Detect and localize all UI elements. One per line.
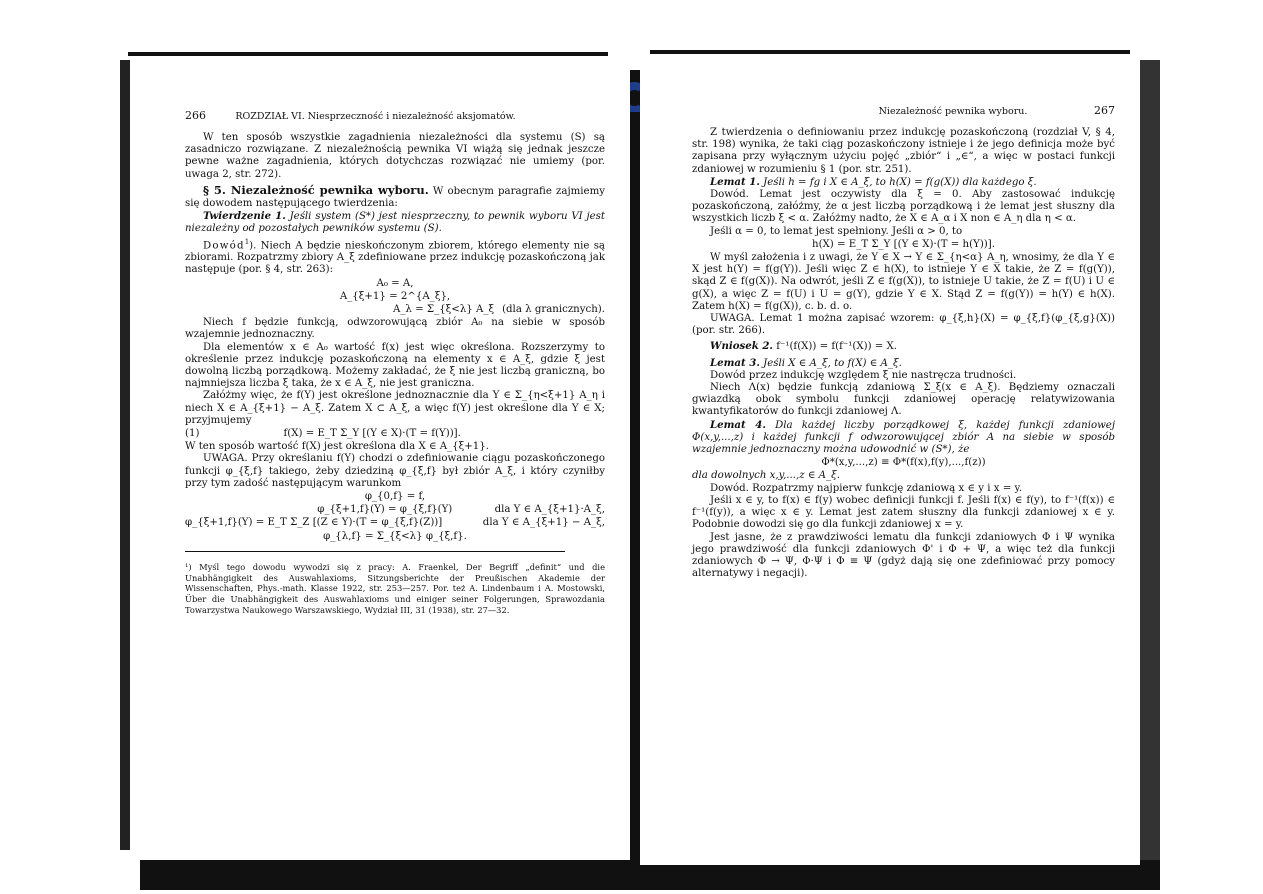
right-paragraph-3: W myśl założenia i z uwagi, że Y ∈ X → Y ∈ Σ_{η<α} A_η, wnosimy, że dla Y ∈ X jest h(Y) = f(g(Y)). Jeśli więc Z ∈ h(X), to istnieje Y ∈ X takie, że Z = f(g(Y)), skąd Z ∈ f(g(X)). Na odwrót, jeśli Z ∈ f(g(X)), to istnieje U takie, że Z = f(U) i U ∈ g(X), a więc Z = f(U) i U = g(Y), gdzie Y ∈ X. Stąd Z = f(g(Y)) = h(Y) ∈ h(X). Zatem h(X) = f(g(X)), c. b. d. o.	[692, 252, 1115, 312]
left-running-title: ROZDZIAŁ VI. Niesprzeczność i niezależność aksjomatów.	[235, 111, 516, 122]
lemma-4-label: Lemat 4.	[710, 418, 766, 431]
theorem-1-body: Jeśli system (S*) jest niesprzeczny, to pewnik wyboru VI jest niezależny od pozostałych pewników systemu (S).	[185, 211, 605, 235]
equation-A0: A₀ = A,	[376, 277, 414, 289]
left-paragraph-1: W ten sposób wszystkie zagadnienia niezależności dla systemu (S) są zasadniczo rozwiązane. Z niezależnością pewnika VI wiążą się jednak jeszcze pewne ważne zagadnienia, których dotychczas rozwiązać nie umiemy (por. uwaga 2, str. 272).	[185, 132, 605, 180]
equation-phi-succ-note: dla Y ∈ A_{ξ+1}·A_ξ,	[494, 504, 605, 516]
lemma-3-body: Jeśli X ∈ A_ξ, to f(X) ∈ A_ξ.	[759, 357, 902, 369]
equation-phi-star-tail: dla dowolnych x,y,...,z ∈ A_ξ.	[692, 470, 840, 482]
left-page	[130, 60, 630, 860]
lemma-1-label: Lemat 1.	[710, 175, 760, 188]
equation-phi-limit: φ_{λ,f} = Σ_{ξ<λ} φ_{ξ,f}.	[323, 530, 467, 542]
equation-phi-succ: φ_{ξ+1,f}(Y) = φ_{ξ,f}(Y)	[317, 504, 453, 516]
right-paragraph-4: UWAGA. Lemat 1 można zapisać wzorem: φ_{ξ,h}(X) = φ_{ξ,f}(φ_{ξ,g}(X)) (por. str. 266).	[692, 313, 1115, 337]
lemma-3-proof: Dowód przez indukcję względem ξ nie nastręcza trudności.	[710, 369, 1017, 381]
equation-phi-succ2-note: dla Y ∈ A_{ξ+1} − A_ξ,	[482, 517, 605, 529]
equation-h: h(X) = E_T Σ_Y [(Y ∈ X)·(T = h(Y))].	[812, 238, 995, 250]
right-page-number: 267	[1094, 104, 1115, 117]
left-paragraph-2: Niech f będzie funkcją, odwzorowującą zbiór A₀ na siebie w sposób wzajemnie jednoznaczny.	[185, 317, 605, 341]
section-intro: W obecnym paragrafie zajmiemy się dowodem następującego twierdzenia:	[185, 185, 605, 210]
left-page-number: 266	[185, 109, 206, 122]
equation-phi-succ2-row	[185, 517, 605, 529]
section-title: § 5. Niezależność pewnika wyboru.	[203, 182, 429, 197]
equation-1-label: (1)	[185, 428, 200, 440]
left-paragraph-5: W ten sposób wartość f(X) jest określona dla X ∈ A_{ξ+1}.	[185, 441, 489, 453]
proof-label: Dowód	[203, 240, 245, 252]
equation-phi-succ2: φ_{ξ+1,f}(Y) = E_T Σ_Z [(Z ∈ Y)·(T = φ_{ξ,f}(Z))]	[185, 517, 443, 529]
left-running-head	[185, 110, 605, 123]
bottom-left-shadow	[140, 860, 630, 890]
proof-body: ). Niech A będzie nieskończonym zbiorem, którego elementy nie są zbiorami. Rozpatrzmy zbiory A_ξ zdefiniowane przez indukcję pozaskończoną jak następuje (por. § 4, str. 263):	[185, 240, 605, 276]
equation-1-row	[185, 428, 605, 440]
right-page-edge	[1140, 60, 1160, 860]
left-paragraph-4: Załóżmy więc, że f(Y) jest określone jednoznacznie dla Y ∈ Σ_{η<ξ+1} A_η i niech X ∈ A_{ξ+1} − A_ξ. Zatem X ⊂ A_ξ, a więc f(Y) jest określone dla Y ∈ X; przyjmujemy	[185, 390, 605, 426]
left-paragraph-3: Dla elementów x ∈ A₀ wartość f(x) jest więc określona. Rozszerzymy to określenie przez indukcję pozaskończoną na elementy x ∈ A_ξ, gdzie ξ jest dowolną liczbą porządkową. Możemy zakładać, że ξ nie jest liczbą graniczną, bo najmniejsza liczba ξ taka, że x ∈ A_ξ, nie jest graniczna.	[185, 341, 605, 390]
equation-1: f(X) = E_T Σ_Y [(Y ∈ X)·(T = f(Y))].	[283, 428, 461, 440]
right-page-text	[692, 105, 1115, 580]
equation-phi-succ-row	[185, 504, 605, 516]
right-page	[640, 55, 1140, 865]
right-running-title: Niezależność pewnika wyboru.	[878, 106, 1028, 117]
right-paragraph-2: Jeśli α = 0, to lemat jest spełniony. Jeśli α > 0, to	[710, 225, 963, 237]
footnote-rule	[185, 551, 565, 554]
left-page-edge	[120, 60, 130, 850]
lemma-4-proof: Dowód. Rozpatrzmy najpierw funkcję zdaniową x ∈ y i x = y.	[710, 482, 1023, 494]
right-paragraph-5: Niech Λ(x) będzie funkcją zdaniową Σ_ξ(x ∈ A_ξ). Będziemy oznaczali gwiazdką obok symbolu funkcji zdaniowej operację relatywizowania kwantyfikatorów do funkcji zdaniowej Λ.	[692, 382, 1115, 418]
corollary-2-body: f⁻¹(f(X)) = f(f⁻¹(X)) = X.	[772, 341, 898, 353]
equation-A-limit-note: (dla λ granicznych).	[502, 304, 605, 316]
lemma-4-body: Dla każdej liczby porządkowej ξ, każdej funkcji zdaniowej Φ(x,y,...,z) i każdej funkcji f odwzorowującej zbiór A na siebie w sposób wzajemnie jednoznaczny można udowodnić w (S*), że	[692, 419, 1115, 456]
lemma-3-label: Lemat 3.	[710, 356, 760, 369]
footnote-text: ¹) Myśl tego dowodu wywodzi się z pracy: A. Fraenkel, Der Begriff „definit“ und die Unabhängigkeit des Auswahlaxioms, Sitzungsberichte der Preußischen Akademie der Wissenschaften, Phys.-math. Klasse 1922, str. 253—257. Por. też A. Lindenbaum i A. Mostowski, Über die Unabhängigkeit des Auswahlaxioms und einiger seiner Folgerungen, Sprawozdania Towarzystwa Naukowego Warszawskiego, Wydział III, 31 (1938), str. 27—32.	[185, 562, 605, 615]
top-right-page-edge	[650, 50, 1130, 54]
right-paragraph-7: Jest jasne, że z prawdziwości lematu dla funkcji zdaniowych Φ i Ψ wynika jego prawdziwość dla funkcji zdaniowych Φ' i Φ + Ψ, a więc też dla funkcji zdaniowych Φ → Ψ, Φ·Ψ i Φ ≡ Ψ (gdyż dają się one zdefiniować przy pomocy alternatywy i negacji).	[692, 531, 1115, 580]
theorem-1-label: Twierdzenie 1.	[203, 210, 286, 223]
right-running-head	[692, 105, 1115, 118]
left-page-text	[185, 110, 605, 623]
equation-A-limit-row	[185, 304, 605, 316]
top-left-page-edge	[128, 52, 608, 56]
corollary-2-label: Wniosek 2.	[710, 340, 773, 353]
footnote-marker: 1	[244, 237, 250, 246]
equation-phi-0: φ_{0,f} = f,	[364, 491, 426, 503]
left-paragraph-6: UWAGA. Przy określaniu f(Y) chodzi o zdefiniowanie ciągu pozaskończonego funkcji φ_{ξ,f} takiego, żeby dziedziną φ_{ξ,f} był zbiór A_ξ, i który czyniłby przy tym zadość następującym warunkom	[185, 453, 605, 489]
right-paragraph-1: Z twierdzenia o definiowaniu przez indukcję pozaskończoną (rozdział V, § 4, str. 198) wynika, że taki ciąg pozaskończony istnieje i że jego definicja może być zapisana przy wyłącznym użyciu pojęć „zbiór“ i „∈“, a więc w postaci funkcji zdaniowej w rozumieniu § 1 (por. str. 251).	[692, 127, 1115, 175]
equation-phi-star: Φ*(x,y,...,z) ≡ Φ*(f(x),f(y),...,f(z))	[821, 457, 986, 469]
equation-A-limit: A_λ = Σ_{ξ<λ} A_ξ	[392, 304, 495, 316]
lemma-1-proof: Dowód. Lemat jest oczywisty dla ξ = 0. Aby zastosować indukcję pozaskończoną, załóżmy, że α jest liczbą porządkową i że lemat jest słuszny dla wszystkich liczb ξ < α. Załóżmy nadto, że X ∈ A_α i X non ∈ A_η dla η < α.	[692, 189, 1115, 225]
equation-A-succ: A_{ξ+1} = 2^{A_ξ},	[339, 290, 451, 302]
right-paragraph-6: Jeśli x ∈ y, to f(x) ∈ f(y) wobec definicji funkcji f. Jeśli f(x) ∈ f(y), to f⁻¹(f(x)) ∈ f⁻¹(f(y)), a więc x ∈ y. Lemat jest zatem słuszny dla funkcji zdaniowej x ∈ y. Podobnie dowodzi się go dla funkcji zdaniowej x = y.	[692, 494, 1115, 531]
lemma-1-body: Jeśli h = fg i X ∈ A_ξ, to h(X) = f(g(X)) dla każdego ξ.	[759, 176, 1037, 188]
